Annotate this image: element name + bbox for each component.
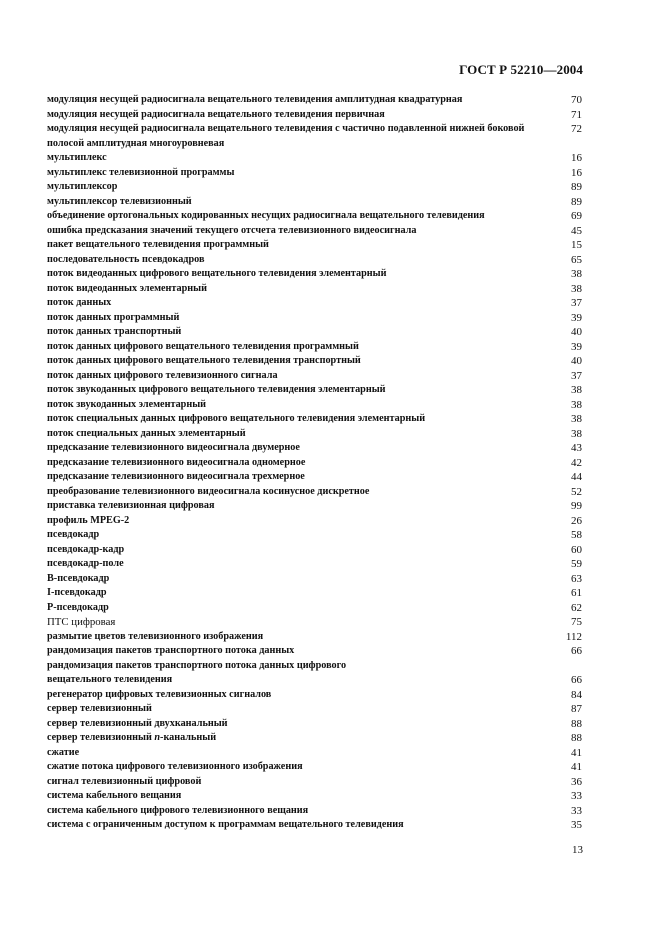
index-term: предсказание телевизионного видеосигнала трехмерное xyxy=(47,471,305,482)
index-term: предсказание телевизионного видеосигнала одномерное xyxy=(47,456,306,468)
index-entry xyxy=(47,818,582,833)
index-page-ref: 44 xyxy=(571,471,582,483)
index-page-ref: 41 xyxy=(571,746,582,759)
index-term: сервер телевизионный xyxy=(47,703,152,714)
index-entry xyxy=(47,296,582,311)
index-entry xyxy=(47,731,582,746)
index-page-ref: 61 xyxy=(571,587,582,599)
index-page-ref: 35 xyxy=(571,819,582,831)
index-entry xyxy=(47,441,582,456)
index-term: сервер телевизионный двухканальный xyxy=(47,717,228,729)
index-term: система кабельного вещания xyxy=(47,790,182,801)
index-page-ref: 65 xyxy=(571,253,582,266)
index-term: модуляция несущей радиосигнала вещательного телевидения первичная xyxy=(47,108,385,120)
index-page-ref: 37 xyxy=(571,297,582,309)
index-page-ref: 38 xyxy=(571,427,582,440)
index-term: система кабельного цифрового телевизионного вещания xyxy=(47,804,309,816)
index-page-ref: 63 xyxy=(571,572,582,585)
index-term: модуляция несущей радиосигнала вещательного телевидения с частично подавленной нижней боковой полосой амплитудная многоуровневая xyxy=(47,123,525,149)
index-term: поток видеоданных элементарный xyxy=(47,282,208,294)
index-entry xyxy=(47,282,582,297)
index-entry xyxy=(47,760,582,775)
index-entry xyxy=(47,702,582,717)
index-page-ref: 60 xyxy=(571,543,582,556)
index-entry xyxy=(47,673,582,688)
index-page-ref: 41 xyxy=(571,761,582,773)
index-term: псевдокадр xyxy=(47,529,100,540)
index-page-ref: 38 xyxy=(571,398,582,411)
index-term: мультиплекс телевизионной программы xyxy=(47,166,235,178)
index-page-ref: 89 xyxy=(571,181,582,193)
index-term: ошибка предсказания значений текущего отсчета телевизионного видеосигнала xyxy=(47,224,417,236)
index-entry xyxy=(47,572,582,587)
index-page-ref: 40 xyxy=(571,355,582,367)
index-term: рандомизация пакетов транспортного потока данных xyxy=(47,645,295,656)
index-page-ref: 43 xyxy=(571,442,582,454)
index-term: пакет вещательного телевидения программный xyxy=(47,239,269,250)
index-entry xyxy=(47,253,582,268)
index-entry xyxy=(47,615,582,630)
index-term: псевдокадр-кадр xyxy=(47,543,125,555)
index-entry xyxy=(47,383,582,398)
index-page-ref: 89 xyxy=(571,195,582,208)
index-page-ref: 38 xyxy=(571,282,582,295)
index-page-ref: 75 xyxy=(571,616,582,628)
index-entry xyxy=(47,456,582,471)
index-page-ref: 66 xyxy=(571,645,582,657)
index-entry xyxy=(47,412,582,427)
index-term: поток видеоданных цифрового вещательного телевидения элементарный xyxy=(47,268,387,279)
index-term: мультиплексор телевизионный xyxy=(47,195,192,207)
index-term: Р-псевдокадр xyxy=(47,601,109,613)
index-entry xyxy=(47,427,582,442)
index-term: поток данных программный xyxy=(47,311,180,323)
index-term: мультиплексор xyxy=(47,181,118,192)
index-page-ref: 52 xyxy=(571,485,582,498)
index-page-ref: 84 xyxy=(571,688,582,701)
index-page-ref: 15 xyxy=(571,239,582,251)
index-entry xyxy=(47,586,582,601)
index-entry xyxy=(47,659,582,674)
index-entry xyxy=(47,789,582,804)
index-entry xyxy=(47,180,582,195)
index-page-ref: 38 xyxy=(571,413,582,425)
index-term: поток звукоданных цифрового вещательного телевидения элементарный xyxy=(47,384,386,395)
index-entry xyxy=(47,557,582,572)
index-page-ref: 88 xyxy=(571,732,582,744)
index-entry xyxy=(47,224,582,239)
index-term: последовательность псевдокадров xyxy=(47,253,205,265)
index-page-ref: 112 xyxy=(565,630,582,643)
index-page-ref: 71 xyxy=(571,108,582,121)
index-entry xyxy=(47,195,582,210)
index-term: сервер телевизионный n-канальный xyxy=(47,732,217,743)
index-page-ref: 99 xyxy=(571,500,582,512)
index-term: сжатие потока цифрового телевизионного изображения xyxy=(47,761,303,772)
index-page-ref: 70 xyxy=(571,94,582,106)
index-term: размытие цветов телевизионного изображения xyxy=(47,630,264,642)
index-entry xyxy=(47,630,582,645)
index-term: мультиплекс xyxy=(47,152,107,163)
index-entry xyxy=(47,238,582,253)
index-page-ref: 16 xyxy=(571,166,582,179)
index-page-ref: 87 xyxy=(571,703,582,715)
index-entry xyxy=(47,528,582,543)
index-entry xyxy=(47,717,582,732)
term-index xyxy=(47,93,582,833)
index-term: псевдокадр-поле xyxy=(47,558,124,569)
index-term: поток данных цифрового вещательного телевидения транспортный xyxy=(47,355,361,366)
index-page-ref: 33 xyxy=(571,804,582,817)
index-entry xyxy=(47,340,582,355)
index-page-ref: 26 xyxy=(571,514,582,527)
index-page-ref: 36 xyxy=(571,775,582,788)
index-entry xyxy=(47,166,582,181)
index-term: профиль MPEG-2 xyxy=(47,514,130,526)
index-entry xyxy=(47,354,582,369)
index-entry xyxy=(47,108,582,123)
index-term: рандомизация пакетов транспортного потока данных цифрового xyxy=(47,659,347,671)
index-term: система с ограниченным доступом к программам вещательного телевидения xyxy=(47,819,404,830)
index-entry xyxy=(47,151,582,166)
index-entry xyxy=(47,485,582,500)
index-term: I-псевдокадр xyxy=(47,587,107,598)
index-term: сжатие xyxy=(47,746,80,758)
index-page-ref: 88 xyxy=(571,717,582,730)
index-entry xyxy=(47,601,582,616)
index-entry xyxy=(47,746,582,761)
index-page-ref: 37 xyxy=(571,369,582,382)
index-term: В-псевдокадр xyxy=(47,572,110,584)
document-header: ГОСТ Р 52210—2004 xyxy=(459,62,583,77)
index-entry xyxy=(47,804,582,819)
index-entry xyxy=(47,470,582,485)
index-entry xyxy=(47,514,582,529)
index-entry xyxy=(47,369,582,384)
index-page-ref: 66 xyxy=(571,674,582,686)
index-page-ref: 62 xyxy=(571,601,582,614)
index-entry xyxy=(47,267,582,282)
index-entry xyxy=(47,644,582,659)
index-term: поток данных xyxy=(47,297,112,308)
index-page-ref: 40 xyxy=(571,326,582,338)
index-entry xyxy=(47,499,582,514)
index-page-ref: 45 xyxy=(571,224,582,237)
index-entry xyxy=(47,311,582,326)
index-entry xyxy=(47,398,582,413)
index-page-ref: 39 xyxy=(571,340,582,353)
index-term: вещательного телевидения xyxy=(47,674,173,685)
index-page-ref: 38 xyxy=(571,268,582,280)
index-term: модуляция несущей радиосигнала вещательного телевидения амплитудная квадратурная xyxy=(47,94,463,105)
index-term: поток данных цифрового вещательного телевидения программный xyxy=(47,340,359,352)
index-term: преобразование телевизионного видеосигнала косинусное дискретное xyxy=(47,485,370,497)
index-entry xyxy=(47,688,582,703)
index-entry xyxy=(47,325,582,340)
index-page-ref: 38 xyxy=(571,384,582,396)
index-entry xyxy=(47,209,582,224)
index-term: ПТС цифровая xyxy=(47,616,116,628)
index-page-ref: 69 xyxy=(571,210,582,222)
index-page-ref: 42 xyxy=(571,456,582,469)
index-term: поток специальных данных элементарный xyxy=(47,427,246,439)
index-term: поток данных транспортный xyxy=(47,326,182,337)
index-term: предсказание телевизионного видеосигнала двумерное xyxy=(47,442,300,453)
index-term: приставка телевизионная цифровая xyxy=(47,500,215,511)
index-page-ref: 58 xyxy=(571,529,582,541)
index-page-ref: 16 xyxy=(571,152,582,164)
index-page-ref: 72 xyxy=(571,123,582,135)
index-page-ref: 39 xyxy=(571,311,582,324)
index-entry xyxy=(47,93,582,108)
index-term: поток данных цифрового телевизионного сигнала xyxy=(47,369,278,381)
page-number: 13 xyxy=(572,844,583,856)
index-term: поток специальных данных цифрового вещательного телевидения элементарный xyxy=(47,413,426,424)
index-entry xyxy=(47,122,582,151)
index-entry xyxy=(47,775,582,790)
index-term: регенератор цифровых телевизионных сигналов xyxy=(47,688,272,700)
index-page-ref: 59 xyxy=(571,558,582,570)
index-entry xyxy=(47,543,582,558)
index-term: объединение ортогональных кодированных несущих радиосигнала вещательного телевидения xyxy=(47,210,485,221)
index-term: поток звукоданных элементарный xyxy=(47,398,207,410)
index-page-ref: 33 xyxy=(571,790,582,802)
index-term: сигнал телевизионный цифровой xyxy=(47,775,202,787)
